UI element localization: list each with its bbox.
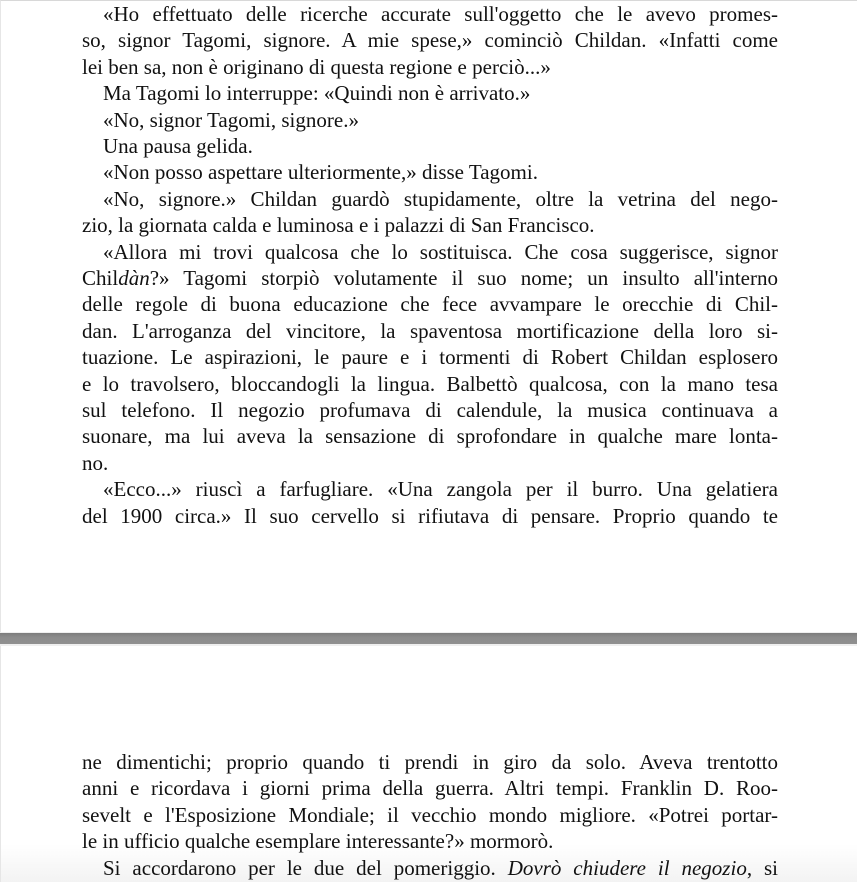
- text-line: [103, 855, 778, 881]
- text-segment: «Non posso aspettare ulteriormente,» disse Tagomi.: [103, 160, 538, 185]
- italic-text: dàn: [118, 266, 150, 290]
- text-line: [82, 423, 778, 449]
- text-segment: «No, signore.» Childan guardò stupidamente, oltre la vetrina del nego-: [103, 186, 778, 211]
- text-line: [103, 159, 778, 185]
- text-segment: «Ecco...» riuscì a farfugliare. «Una zangola per il burro. Una gelatiera: [103, 477, 778, 502]
- text-segment: e lo travolsero, bloccandogli la lingua. Balbettò qualcosa, con la mano tesa: [82, 371, 778, 396]
- page-separator: [0, 632, 857, 646]
- text-segment: sul telefono. Il negozio profumava di calendule, la musica continuava a: [82, 398, 778, 422]
- text-segment: Chil: [82, 266, 119, 290]
- text-line: [103, 107, 778, 133]
- text-line: [103, 476, 778, 502]
- text-segment: del 1900 circa.» Il suo cervello si rifiutava di pensare. Proprio quando te: [82, 503, 778, 528]
- text-segment: , si: [746, 855, 778, 880]
- text-line: [82, 397, 778, 423]
- text-line: [82, 503, 778, 529]
- text-line: [82, 828, 778, 854]
- text-line: [103, 133, 778, 159]
- text-line: [103, 80, 778, 106]
- text-segment: «No, signor Tagomi, signore.»: [103, 107, 359, 132]
- text-segment: dan. L'arroganza del vincitore, la spaventosa mortificazione della loro si-: [82, 318, 778, 343]
- text-segment: tuazione. Le aspirazioni, le paure e i tormenti di Robert Childan esplosero: [82, 345, 778, 370]
- text-segment: «Allora mi trovi qualcosa che lo sostituisca. Che cosa suggerisce, signor: [103, 239, 778, 264]
- text-line: [82, 27, 778, 53]
- text-line: [82, 212, 778, 238]
- text-segment: Ma Tagomi lo interruppe: «Quindi non è arrivato.»: [103, 81, 531, 106]
- italic-text: Dovrò chiudere il negozio: [507, 855, 747, 880]
- text-segment: ne dimentichi; proprio quando ti prendi in giro da solo. Aveva trentotto: [82, 750, 778, 774]
- document-page-bottom: [0, 646, 857, 882]
- text-segment: ?» Tagomi storpiò volutamente il suo nome; un insulto all'interno: [149, 266, 778, 290]
- text-line: [82, 344, 778, 370]
- text-line: [82, 318, 778, 344]
- text-segment: lei ben sa, non è originano di questa regione e perciò...»: [82, 54, 551, 79]
- text-segment: anni e ricordava i giorni prima della guerra. Altri tempi. Franklin D. Roo-: [82, 776, 778, 801]
- text-segment: sevelt e l'Esposizione Mondiale; il vecchio mondo migliore. «Potrei portar-: [82, 802, 778, 827]
- text-line: [82, 265, 778, 291]
- text-segment: zio, la giornata calda e luminosa e i palazzi di San Francisco.: [82, 213, 595, 238]
- text-line: [82, 291, 778, 317]
- text-line: [103, 186, 778, 212]
- text-segment: so, signor Tagomi, signore. A mie spese,» cominciò Childan. «Infatti come: [82, 28, 778, 53]
- text-line: [82, 749, 778, 775]
- text-segment: Si accordarono per le due del pomeriggio.: [103, 855, 508, 880]
- text-line: [82, 802, 778, 828]
- text-segment: Una pausa gelida.: [103, 134, 253, 158]
- text-segment: suonare, ma lui aveva la sensazione di sprofondare in qualche mare lonta-: [82, 424, 778, 449]
- text-line: [82, 450, 778, 476]
- text-segment: delle regole di buona educazione che fece avvampare le orecchie di Chil-: [82, 292, 778, 317]
- text-segment: no.: [82, 450, 109, 475]
- text-line: [82, 54, 778, 80]
- text-line: [82, 371, 778, 397]
- text-segment: le in ufficio qualche esemplare interessante?» mormorò.: [82, 829, 554, 854]
- text-line: [103, 239, 778, 265]
- text-line: [82, 775, 778, 801]
- text-segment: «Ho effettuato delle ricerche accurate sull'oggetto che le avevo promes-: [103, 2, 778, 26]
- text-line: [103, 1, 778, 27]
